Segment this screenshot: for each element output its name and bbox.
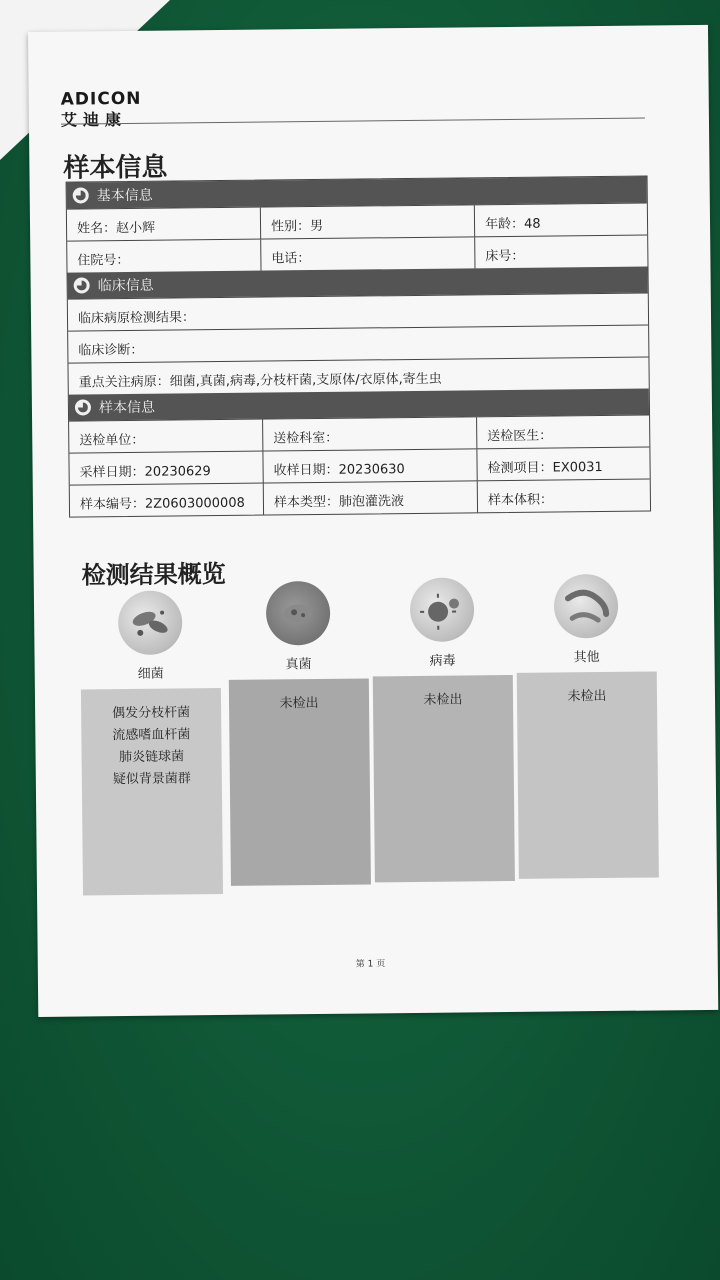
logo-cn: 艾迪康 (60, 109, 128, 130)
page-title: 样本信息 (63, 152, 168, 184)
age-cell: 年龄：48 (484, 216, 541, 233)
pathogen-result-cell: 临床病原检测结果： (77, 310, 196, 327)
result-item: 肺炎链球菌 (119, 749, 185, 766)
category-other (516, 573, 659, 878)
page-number: 第 1 页 (355, 959, 386, 970)
table-row (70, 479, 650, 517)
category-bacteria (80, 590, 223, 895)
table-row (68, 293, 648, 331)
result-item: 未检出 (279, 695, 319, 712)
sample-no-cell: 样本编号：2Z0603000008 (70, 484, 264, 517)
category-result-panel (81, 688, 223, 895)
result-item: 偶发分枝杆菌 (112, 705, 191, 722)
gender-cell: 性别：男 (261, 205, 475, 238)
table-row (68, 357, 648, 395)
pie-icon (73, 187, 89, 203)
category-label: 真菌 (285, 657, 312, 673)
category-label: 其他 (573, 650, 600, 666)
dept-cell: 送检科室： (263, 417, 477, 450)
report-page (28, 25, 718, 1017)
receive-date-cell: 收样日期：20230630 (263, 449, 477, 482)
category-label: 病毒 (429, 653, 456, 669)
result-item: 未检出 (423, 692, 463, 708)
table-row (68, 325, 648, 363)
result-item: 未检出 (567, 688, 607, 705)
other-microbe-icon (554, 574, 619, 639)
bacteria-icon (118, 590, 183, 655)
doctor-cell: 送检医生： (487, 428, 553, 445)
section-header-label: 样本信息 (98, 399, 156, 417)
logo-en: ADICON (60, 88, 142, 110)
admission-cell: 住院号： (67, 240, 261, 273)
result-item: 流感嗜血杆菌 (112, 727, 191, 744)
table-row (69, 447, 649, 485)
sample-type-cell: 样本类型：肺泡灌洗液 (264, 481, 478, 514)
sample-info-table (66, 176, 651, 518)
table-row (69, 415, 649, 453)
unit-cell: 送检单位： (69, 420, 263, 453)
phone-cell: 电话： (261, 237, 475, 270)
results-overview (80, 585, 667, 911)
category-label: 细菌 (137, 666, 164, 682)
section-header-label: 基本信息 (96, 187, 153, 205)
virus-icon (410, 577, 475, 642)
bed-cell: 床号： (485, 248, 525, 265)
fungus-icon (266, 581, 331, 646)
category-fungus (228, 580, 371, 885)
section-header-label: 临床信息 (97, 277, 154, 295)
focus-pathogen-cell: 重点关注病原：细菌,真菌,病毒,分枝杆菌,支原体/衣原体,寄生虫 (78, 371, 442, 391)
project-cell: 检测项目：EX0031 (487, 460, 603, 477)
header-rule (61, 118, 645, 125)
pie-icon (75, 399, 91, 415)
table-row (67, 235, 647, 273)
category-result-panel (517, 671, 659, 878)
table-row (67, 203, 647, 241)
category-virus (372, 577, 515, 882)
collect-date-cell: 采样日期：20230629 (69, 452, 263, 485)
overview-title: 检测结果概览 (81, 559, 226, 590)
result-item: 疑似背景菌群 (112, 771, 191, 788)
category-result-panel (229, 678, 371, 885)
category-result-panel (373, 675, 515, 882)
diagnosis-cell: 临床诊断： (78, 342, 144, 359)
name-cell: 姓名：赵小辉 (67, 208, 261, 241)
pie-icon (74, 277, 90, 293)
volume-cell: 样本体积： (487, 492, 554, 509)
